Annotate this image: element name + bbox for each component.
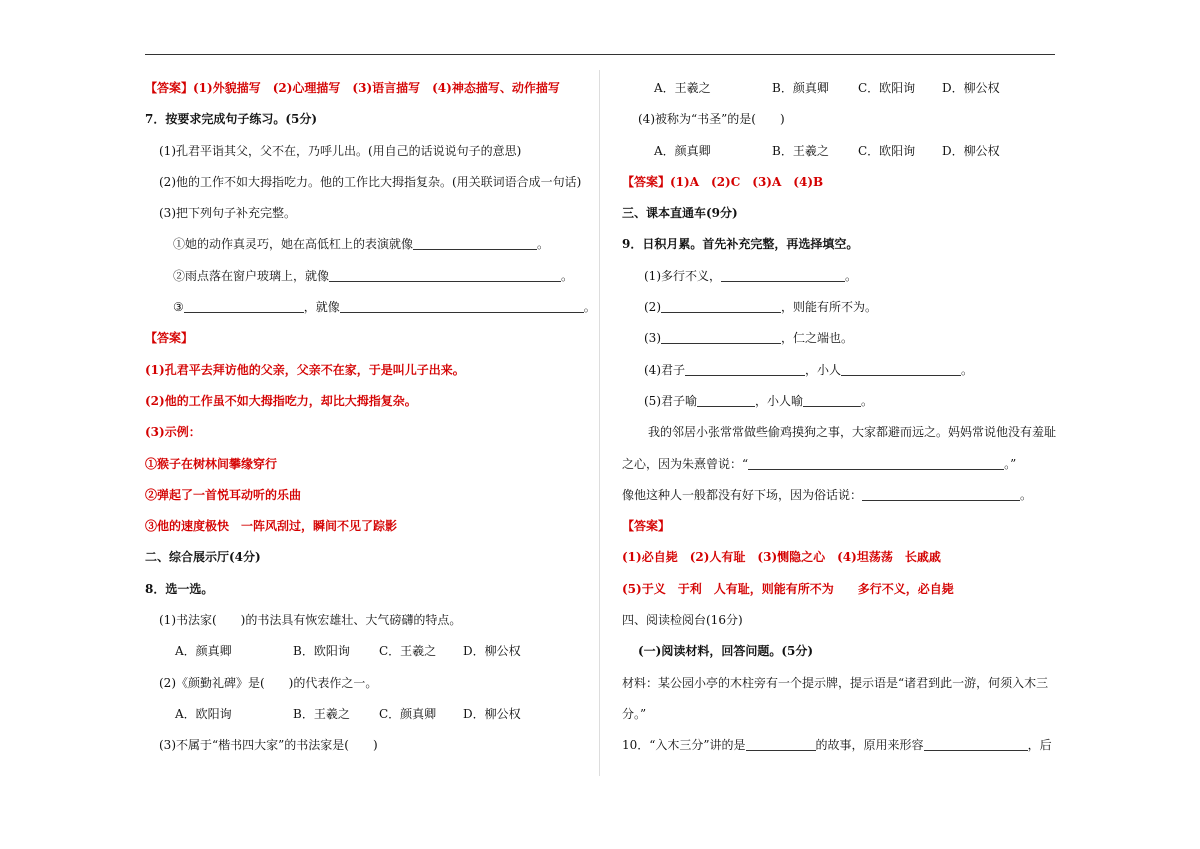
option-a: A．颜真卿 xyxy=(654,143,711,158)
option-a: A．欧阳询 xyxy=(175,706,232,721)
question-7-3: (3)把下列句子补充完整。 xyxy=(159,206,296,221)
question-10-mid: 的故事，原用来形容 xyxy=(815,738,924,753)
question-8-1-options xyxy=(145,641,585,661)
answer-q9-heading: 【答案】 xyxy=(622,519,671,534)
option-b: B．王羲之 xyxy=(293,706,350,721)
question-9-2-num: (2) xyxy=(644,300,661,315)
question-7-3a xyxy=(145,234,585,254)
answer-q8: 【答案】(1)A (2)C (3)A (4)B xyxy=(622,174,824,189)
question-10-end: ，后 xyxy=(1027,738,1052,753)
question-8-2-options xyxy=(145,704,585,724)
question-7-title: 7．按要求完成句子练习。(5分) xyxy=(145,112,318,127)
question-7-3c-num: ③ xyxy=(173,300,184,315)
question-8-3: (3)不属于“楷书四大家”的书法家是( ) xyxy=(159,738,378,753)
passage-line-1: 我的邻居小张常常做些偷鸡摸狗之事，大家都避而远之。妈妈常说他没有羞耻 xyxy=(648,425,1057,440)
answer-blank[interactable] xyxy=(340,299,584,313)
option-b: B．王羲之 xyxy=(772,143,829,158)
question-8-2: (2)《颜勤礼碑》是( )的代表作之一。 xyxy=(159,675,378,690)
question-7-1: (1)孔君平诣其父，父不在，乃呼儿出。(用自己的话说说句子的意思) xyxy=(159,143,522,158)
answer-blank[interactable] xyxy=(841,362,961,376)
question-10 xyxy=(622,735,1058,755)
question-7-3a-text: ①她的动作真灵巧，她在高低杠上的表演就像 xyxy=(173,237,414,252)
question-7-2: (2)他的工作不如大拇指吃力。他的工作比大拇指复杂。(用关联词语合成一句话) xyxy=(159,174,582,189)
question-9-2 xyxy=(622,297,1058,317)
section-4-title: 四、阅读检阅台(16分) xyxy=(622,613,743,628)
answer-blank[interactable] xyxy=(924,737,1028,751)
header-rule xyxy=(145,54,1055,55)
question-9-3-text: ，仁之端也。 xyxy=(781,331,854,346)
period: 。 xyxy=(961,362,974,377)
section-2-title: 二、综合展示厅(4分) xyxy=(145,550,261,565)
option-c: C．颜真卿 xyxy=(379,706,437,721)
question-10-text: 10．“入木三分”讲的是 xyxy=(622,738,746,753)
question-9-1-text: (1)多行不义， xyxy=(644,268,721,283)
question-9-1 xyxy=(622,266,1058,286)
right-column xyxy=(622,78,1058,767)
answer-blank[interactable] xyxy=(329,268,561,282)
option-d: D．柳公权 xyxy=(942,143,1000,158)
answer-blank[interactable] xyxy=(803,393,861,407)
question-7-3b-text: ②雨点落在窗户玻璃上，就像 xyxy=(173,268,330,283)
option-d: D．柳公权 xyxy=(463,706,521,721)
passage-line-2 xyxy=(622,454,1058,474)
period: 。 xyxy=(861,393,874,408)
answer-q7-3: (3)示例： xyxy=(145,425,201,440)
answer-blank[interactable] xyxy=(697,393,755,407)
option-b: B．欧阳询 xyxy=(293,644,350,659)
answer-q7-3a: ①猴子在树林间攀缘穿行 xyxy=(145,456,278,471)
question-9-2-text: ，则能有所不为。 xyxy=(781,300,878,315)
question-9-4 xyxy=(622,360,1058,380)
answer-blank[interactable] xyxy=(661,330,781,344)
option-c: C．王羲之 xyxy=(379,644,437,659)
answer-q9-1: (1)必自毙 (2)人有耻 (3)恻隐之心 (4)坦荡荡 长戚戚 xyxy=(622,550,941,565)
option-c: C．欧阳询 xyxy=(858,81,916,95)
question-9-5-mid: ，小人喻 xyxy=(755,393,804,408)
option-d: D．柳公权 xyxy=(942,81,1000,95)
answer-q7-3b: ②弹起了一首悦耳动听的乐曲 xyxy=(145,487,302,502)
option-a: A．王羲之 xyxy=(654,81,711,95)
period: 。 xyxy=(537,237,550,252)
left-column xyxy=(145,78,596,767)
question-9-5 xyxy=(622,391,1058,411)
column-divider xyxy=(599,70,600,776)
option-d: D．柳公权 xyxy=(463,644,521,659)
question-8-4-options xyxy=(622,141,1058,161)
answer-blank[interactable] xyxy=(746,737,816,751)
question-8-4: (4)被称为“书圣”的是( ) xyxy=(638,112,785,127)
question-7-3b xyxy=(145,266,585,286)
question-8-3-options xyxy=(622,78,1058,98)
question-9-title: 9．日积月累。首先补充完整，再选择填空。 xyxy=(622,237,859,252)
question-8-title: 8．选一选。 xyxy=(145,581,214,596)
period: 。 xyxy=(1020,487,1033,502)
material-line-2: 分。” xyxy=(622,706,647,721)
answer-q6: 【答案】(1)外貌描写 (2)心理描写 (3)语言描写 (4)神态描写、动作描写 xyxy=(145,81,560,95)
answer-blank[interactable] xyxy=(413,236,537,250)
answer-q7-3c: ③他的速度极快 一阵风刮过，瞬间不见了踪影 xyxy=(145,519,398,534)
passage-line-2-end: 。” xyxy=(1004,456,1017,471)
period: 。 xyxy=(561,268,574,283)
period: 。 xyxy=(845,268,858,283)
option-a: A．颜真卿 xyxy=(175,644,232,659)
question-8-1: (1)书法家( )的书法具有恢宏雄壮、大气磅礴的特点。 xyxy=(159,613,462,628)
section-3-title: 三、课本直通车(9分) xyxy=(622,206,738,221)
answer-blank[interactable] xyxy=(184,299,304,313)
question-9-3 xyxy=(622,328,1058,348)
answer-q7-2: (2)他的工作虽不如大拇指吃力，却比大拇指复杂。 xyxy=(145,393,417,408)
option-c: C．欧阳询 xyxy=(858,143,916,158)
passage-line-3-text: 像他这种人一般都没有好下场，因为俗话说： xyxy=(622,487,863,502)
question-9-4-mid: ，小人 xyxy=(805,362,842,377)
question-9-4-text: (4)君子 xyxy=(644,362,685,377)
passage-line-3 xyxy=(622,485,1058,505)
option-b: B．颜真卿 xyxy=(772,81,829,95)
answer-q9-2: (5)于义 于利 人有耻，则能有所不为 多行不义，必自毙 xyxy=(622,581,954,596)
answer-blank[interactable] xyxy=(748,456,1004,470)
question-9-5-text: (5)君子喻 xyxy=(644,393,697,408)
question-7-3c xyxy=(145,297,596,317)
question-9-3-num: (3) xyxy=(644,331,661,346)
answer-q7-heading: 【答案】 xyxy=(145,331,194,346)
section-4-part-1: (一)阅读材料，回答问题。(5分) xyxy=(638,644,814,659)
answer-blank[interactable] xyxy=(661,299,781,313)
question-7-3c-text: ，就像 xyxy=(303,300,340,315)
answer-blank[interactable] xyxy=(862,487,1020,501)
period: 。 xyxy=(583,300,596,315)
answer-blank[interactable] xyxy=(721,268,845,282)
answer-blank[interactable] xyxy=(685,362,805,376)
material-line-1: 材料：某公园小亭的木柱旁有一个提示牌，提示语是“诸君到此一游，何须入木三 xyxy=(622,675,1049,690)
answer-q7-1: (1)孔君平去拜访他的父亲，父亲不在家，于是叫儿子出来。 xyxy=(145,362,465,377)
passage-line-2-text: 之心，因为朱熹曾说：“ xyxy=(622,456,749,471)
